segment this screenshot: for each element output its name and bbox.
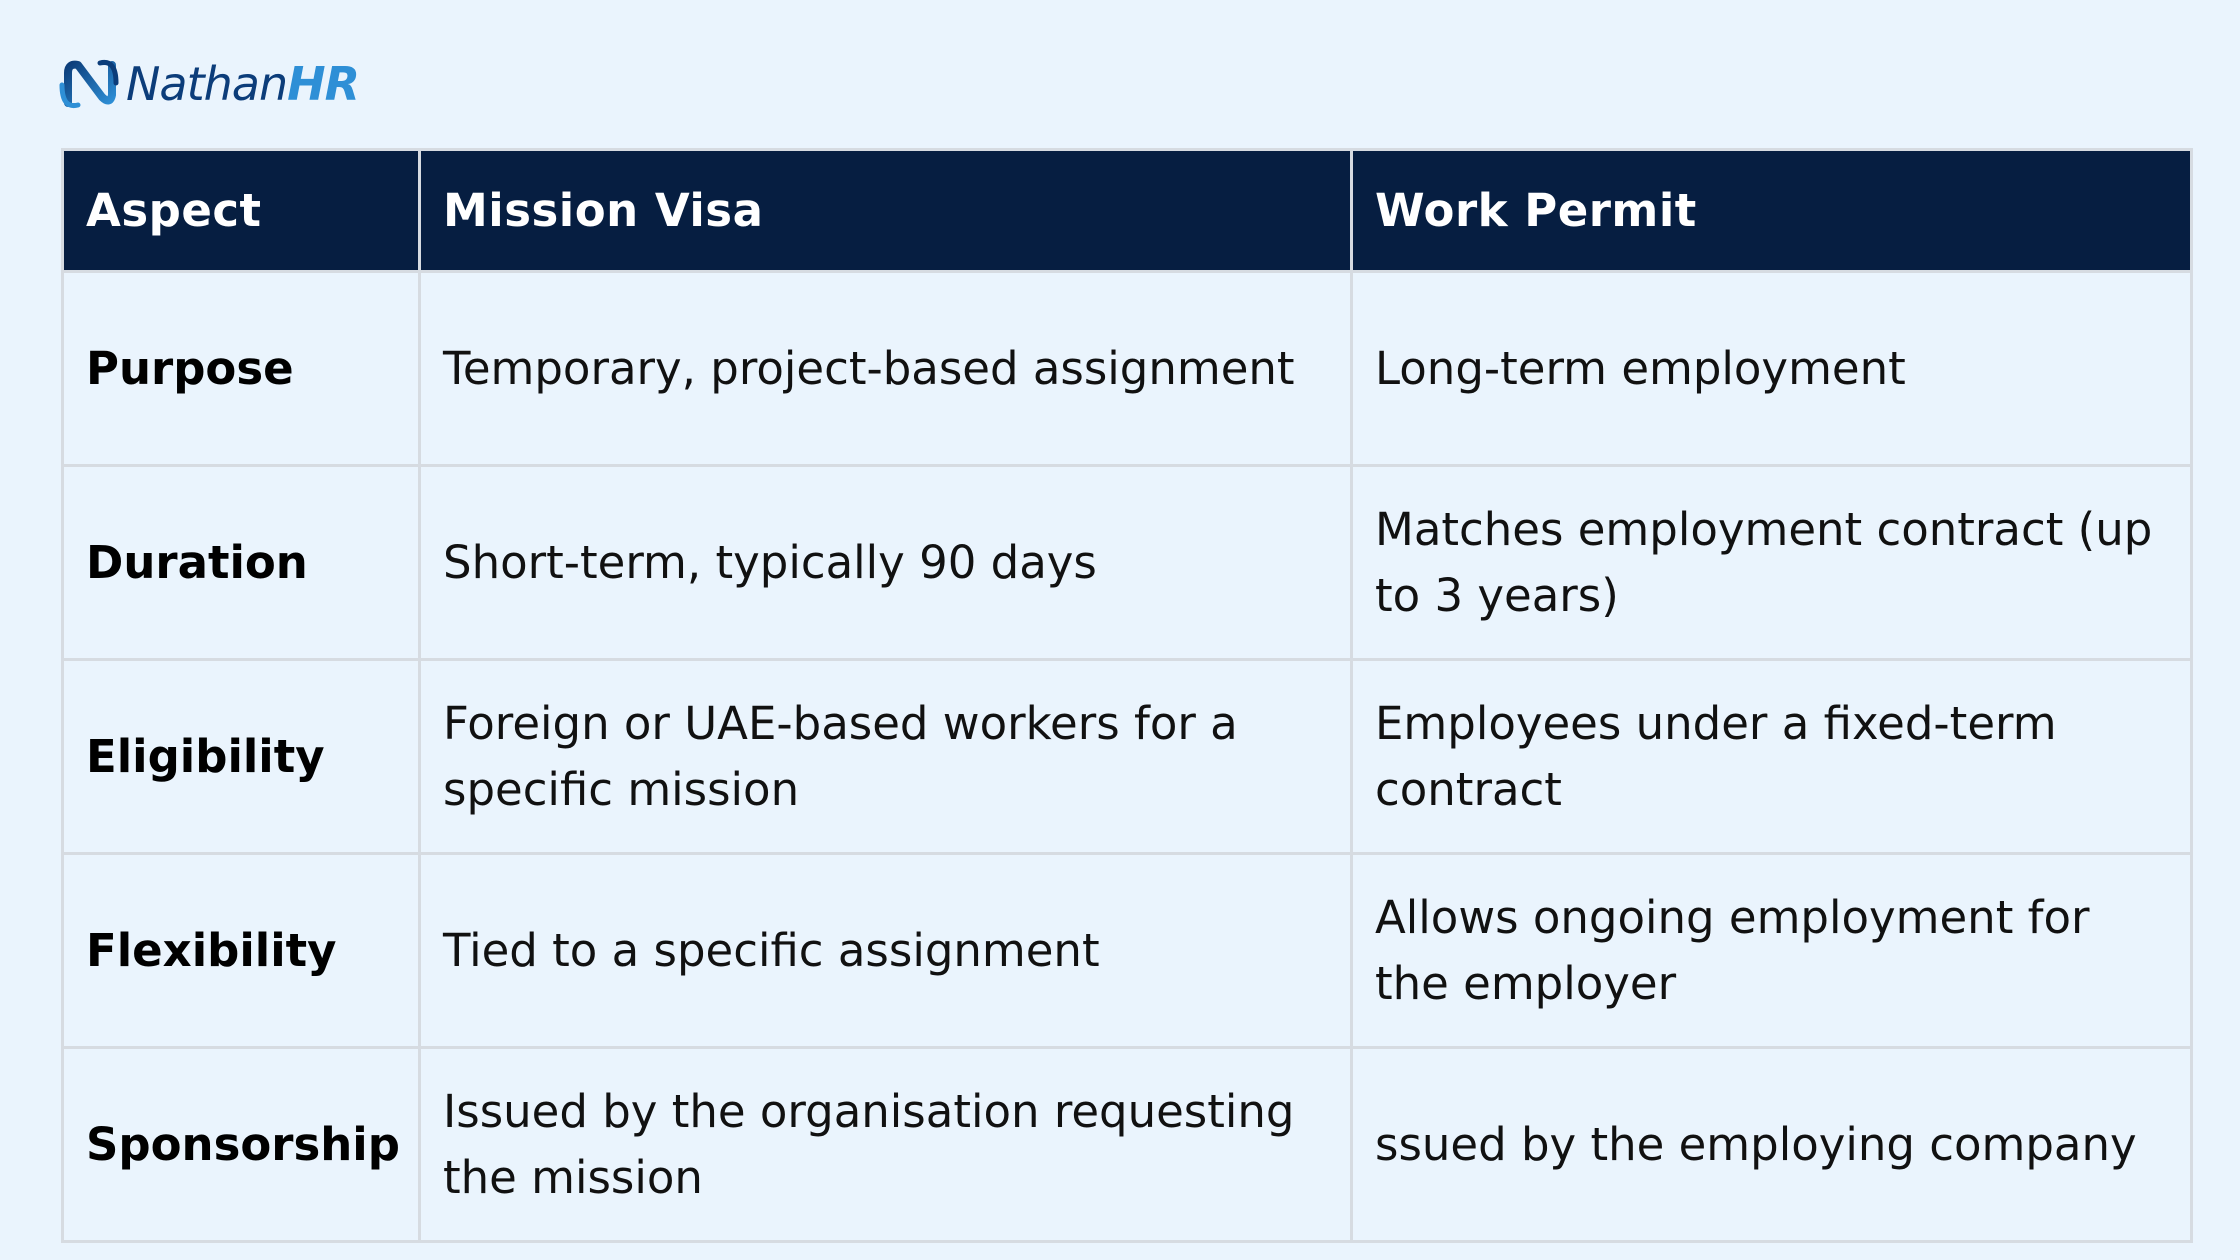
brand-wordmark — [126, 57, 360, 111]
row-aspect-cell: Flexibility — [63, 854, 420, 1048]
n-monogram-icon — [58, 55, 120, 113]
row-aspect-cell: Duration — [63, 466, 420, 660]
row-work-permit-cell: Long-term employment — [1352, 272, 2192, 466]
row-mission-visa-cell: Short-term, typically 90 days — [420, 466, 1352, 660]
table-row — [63, 466, 2192, 660]
row-aspect-cell: Sponsorship — [63, 1048, 420, 1242]
brand-name-part1: Nathan — [126, 57, 288, 111]
table-row — [63, 854, 2192, 1048]
comparison-table — [61, 148, 2193, 1243]
row-work-permit-cell: Matches employment contract (up to 3 years) — [1352, 466, 2192, 660]
row-mission-visa-cell: Temporary, project-based assignment — [420, 272, 1352, 466]
header-work-permit: Work Permit — [1352, 150, 2192, 272]
row-mission-visa-cell: Tied to a specific assignment — [420, 854, 1352, 1048]
table-row — [63, 660, 2192, 854]
header-aspect: Aspect — [63, 150, 420, 272]
row-aspect-cell: Eligibility — [63, 660, 420, 854]
brand-name-part2: HR — [287, 57, 360, 111]
brand-logo — [58, 54, 359, 114]
row-work-permit-cell: ssued by the employing company — [1352, 1048, 2192, 1242]
table-row — [63, 272, 2192, 466]
header-mission-visa: Mission Visa — [420, 150, 1352, 272]
row-work-permit-cell: Employees under a fixed-term contract — [1352, 660, 2192, 854]
table-body — [63, 272, 2192, 1242]
row-mission-visa-cell: Foreign or UAE-based workers for a specific mission — [420, 660, 1352, 854]
table-header — [63, 150, 2192, 272]
row-aspect-cell: Purpose — [63, 272, 420, 466]
header-row — [63, 150, 2192, 272]
table-row — [63, 1048, 2192, 1242]
row-mission-visa-cell: Issued by the organisation requesting the mission — [420, 1048, 1352, 1242]
row-work-permit-cell: Allows ongoing employment for the employer — [1352, 854, 2192, 1048]
